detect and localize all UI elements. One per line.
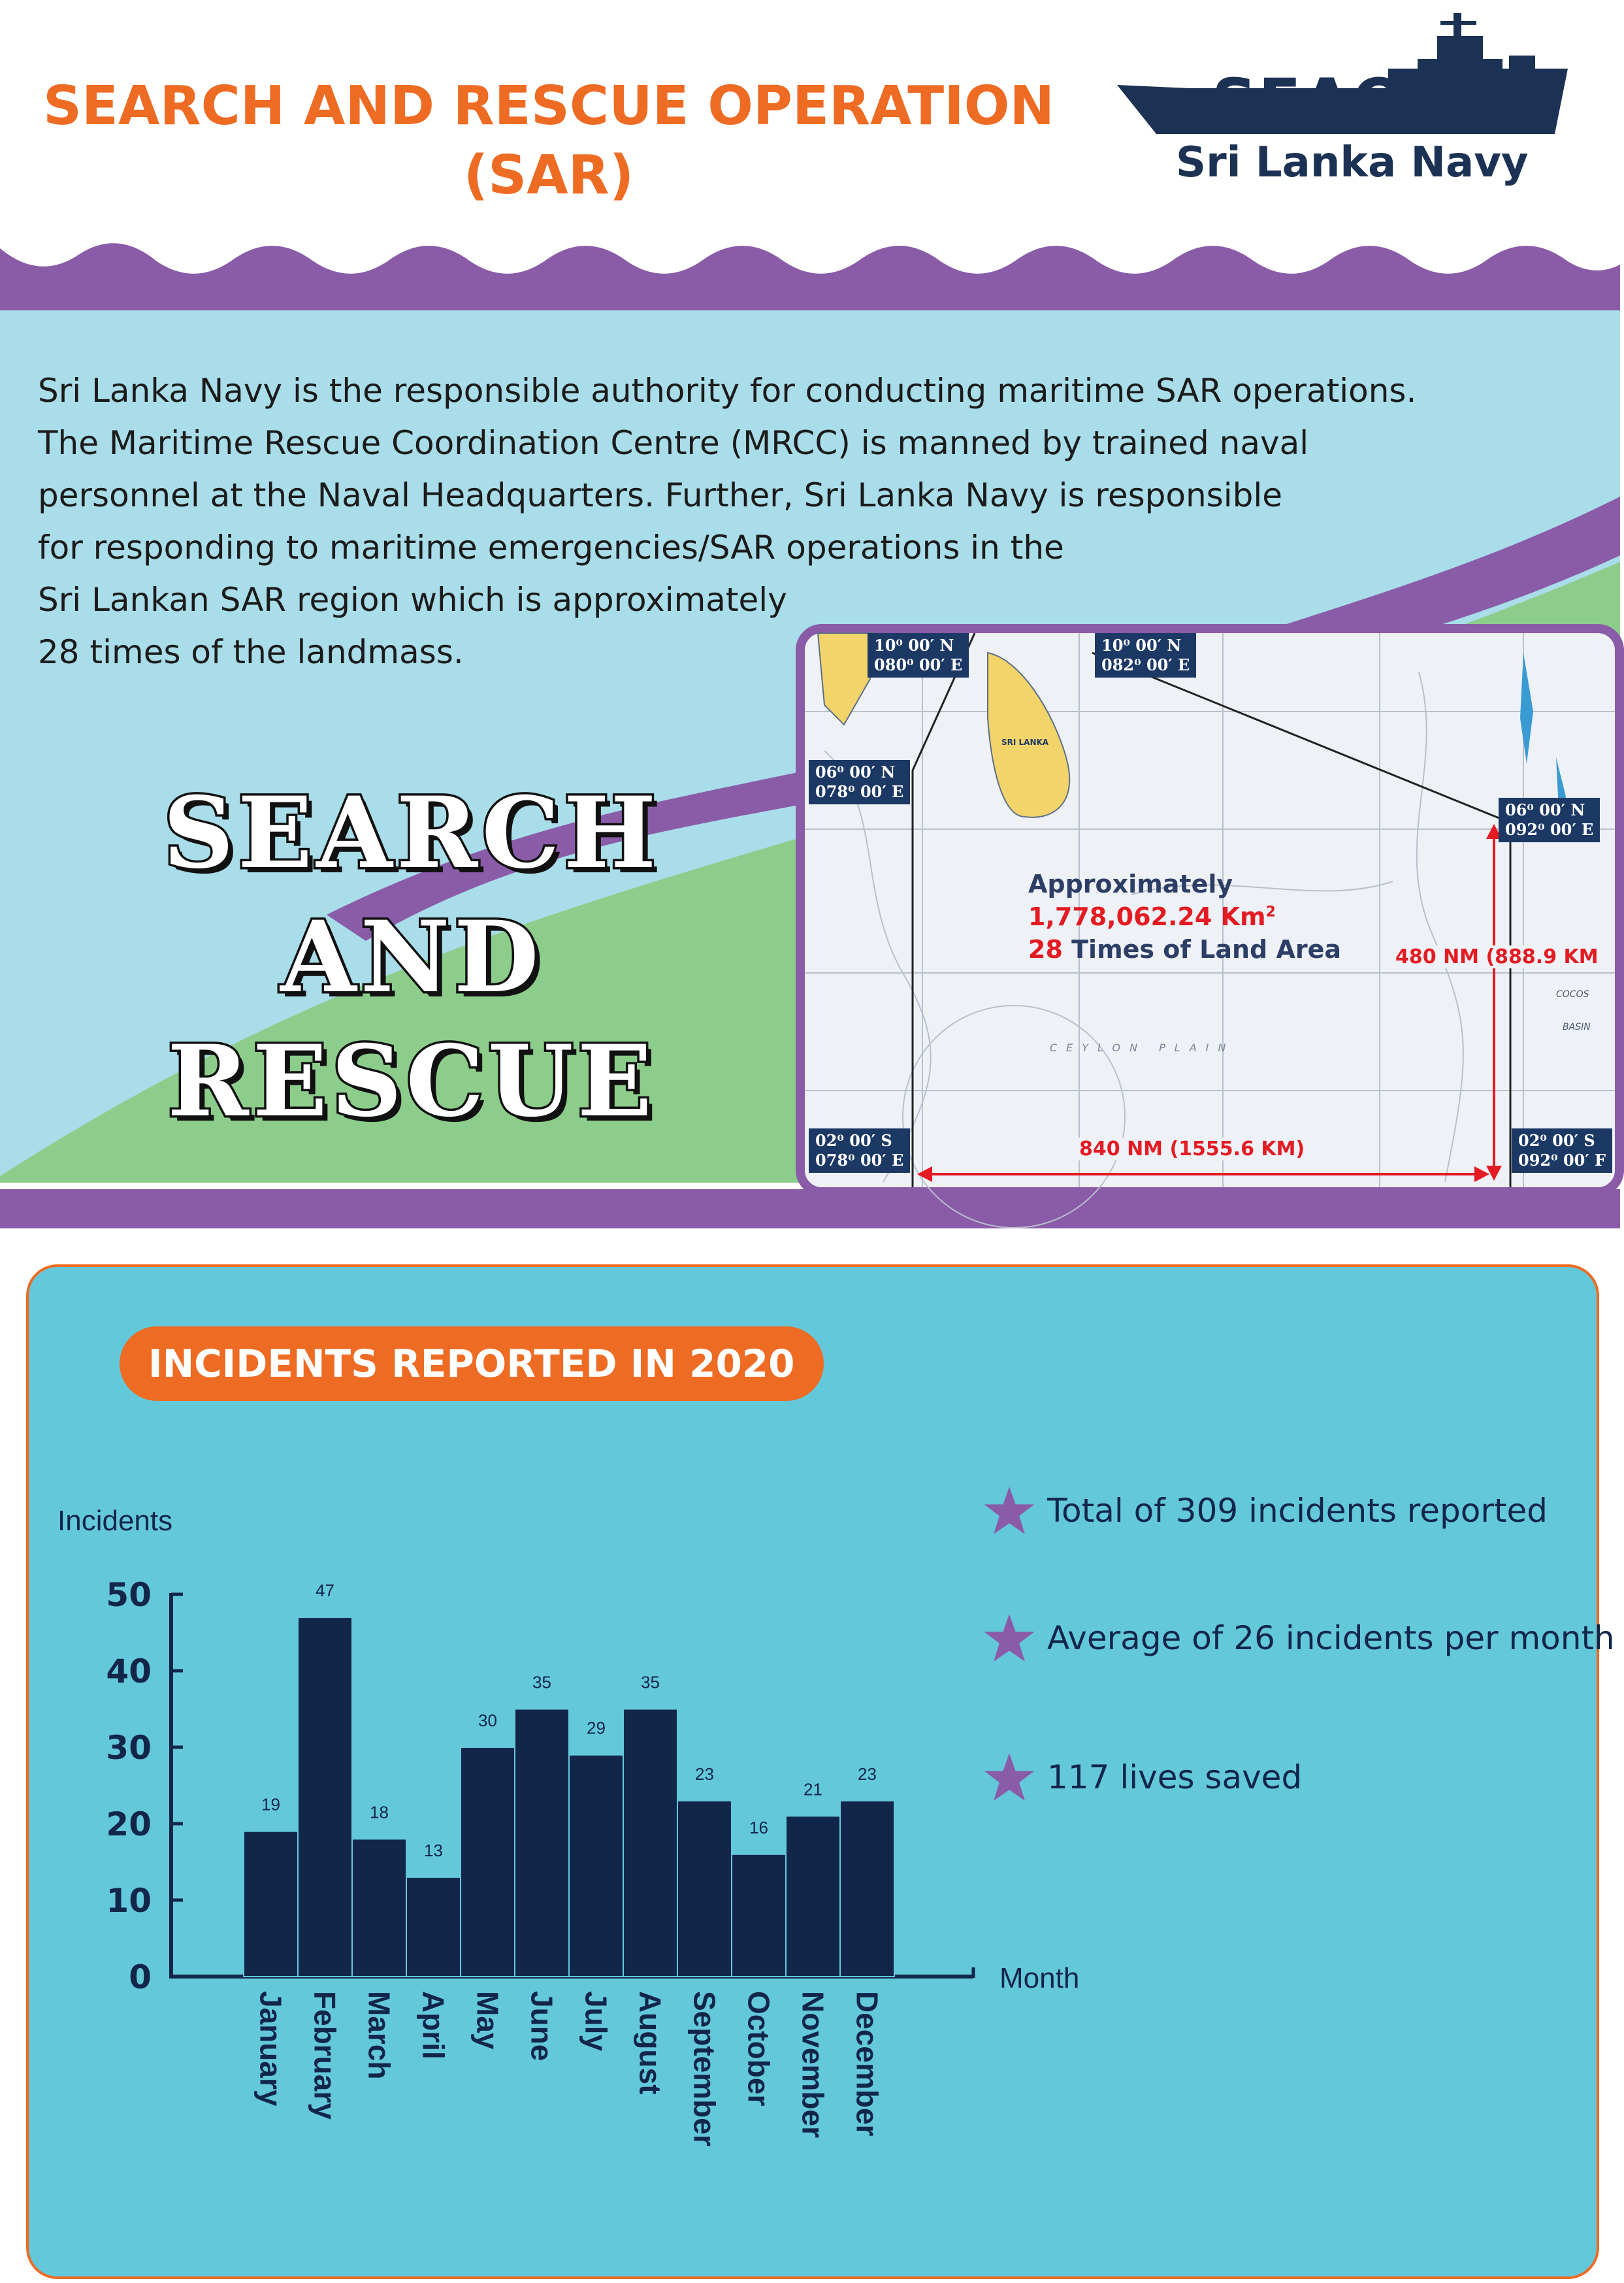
page-title-line1: SEARCH AND RESCUE OPERATION xyxy=(42,75,1055,137)
bar xyxy=(461,1747,515,1977)
bar xyxy=(298,1617,352,1977)
coord-box-se xyxy=(1512,1128,1612,1173)
logo-subtitle: Sri Lanka Navy xyxy=(1176,139,1529,187)
coord-box-nw xyxy=(868,633,969,678)
category-label: February xyxy=(308,1991,342,2120)
bar xyxy=(406,1877,461,1977)
category-label: September xyxy=(687,1991,722,2146)
bar xyxy=(732,1854,786,1977)
coord-label: 02⁰ 00′ S 078⁰ 00′ E xyxy=(815,1131,904,1170)
intro-line: for responding to maritime emergencies/SAR operations in the xyxy=(38,529,1064,567)
bar-value-label: 19 xyxy=(261,1794,280,1815)
star-icon xyxy=(983,1751,1035,1803)
coord-box-e xyxy=(1499,798,1600,842)
y-tick-label: 40 xyxy=(106,1652,152,1690)
banner-word: AND xyxy=(280,900,543,1015)
y-tick-label: 50 xyxy=(106,1576,152,1614)
intro-line: Sri Lanka Navy is the responsible authority for conducting maritime SAR operations. xyxy=(38,372,1417,410)
bar xyxy=(244,1831,298,1977)
coord-label: 10⁰ 00′ N 082⁰ 00′ E xyxy=(1101,636,1190,674)
category-label: May xyxy=(470,1991,505,2050)
bar xyxy=(786,1816,840,1977)
map-height-label: 480 NM (888.9 KM xyxy=(1393,945,1601,968)
bar-value-label: 35 xyxy=(532,1672,551,1692)
banner-word: SEARCH xyxy=(163,776,660,891)
bar-value-label: 35 xyxy=(641,1672,660,1692)
bar-value-label: 18 xyxy=(370,1802,389,1822)
coord-label: 02⁰ 00′ S 092⁰ 00′ F xyxy=(1518,1131,1606,1170)
intro-line: 28 times of the landmass. xyxy=(38,633,464,671)
map-times-text: Times of Land Area xyxy=(1062,935,1342,964)
coord-label: 10⁰ 00′ N 080⁰ 00′ E xyxy=(874,636,963,674)
bar xyxy=(623,1709,677,1977)
map-approx-label: Approximately xyxy=(1028,870,1233,898)
bar xyxy=(840,1801,894,1977)
search-and-rescue-banner xyxy=(111,771,712,1143)
bar xyxy=(352,1839,406,1977)
page-title-line2: (SAR) xyxy=(463,144,634,206)
category-label: October xyxy=(741,1991,776,2107)
coord-label: 06⁰ 00′ N 078⁰ 00′ E xyxy=(815,763,904,801)
bar xyxy=(569,1755,623,1977)
bar-value-label: 23 xyxy=(695,1764,714,1784)
coord-box-ne xyxy=(1095,633,1196,678)
map-width-label: 840 NM (1555.6 KM) xyxy=(1075,1138,1308,1160)
category-label: July xyxy=(579,1991,613,2052)
stat-bullet xyxy=(983,1748,1302,1807)
category-label: January xyxy=(253,1991,288,2107)
map-times-num: 28 xyxy=(1028,935,1063,964)
category-label: November xyxy=(796,1991,830,2138)
map-times-label xyxy=(1028,935,1341,964)
coord-box-sw xyxy=(809,1128,910,1173)
bar-value-label: 13 xyxy=(424,1840,443,1860)
bar-value-label: 29 xyxy=(587,1718,606,1738)
y-tick-label: 10 xyxy=(106,1882,152,1920)
coord-label: 06⁰ 00′ N 092⁰ 00′ E xyxy=(1505,800,1594,839)
map-cocos-label: COCOS xyxy=(1556,989,1589,1000)
bar-value-label: 47 xyxy=(316,1581,334,1601)
map-ceylon-label: CEYLON PLAIN xyxy=(1050,1042,1235,1054)
map-basin-label: BASIN xyxy=(1563,1022,1591,1032)
stat-bullet xyxy=(983,1481,1548,1540)
panel-title-badge: INCIDENTS REPORTED IN 2020 xyxy=(120,1326,824,1401)
star-icon xyxy=(983,1485,1035,1537)
map-country-label: SRI LANKA xyxy=(1001,738,1049,747)
category-label: March xyxy=(362,1991,397,2080)
stat-text: Total of 309 incidents reported xyxy=(1047,1492,1548,1530)
map-area-sup: 2 xyxy=(1265,904,1276,921)
y-axis-label: Incidents xyxy=(57,1505,173,1537)
y-tick-label: 30 xyxy=(106,1729,152,1767)
banner-word: RESCUE xyxy=(167,1024,656,1139)
page-title xyxy=(26,72,1071,210)
stat-text: 117 lives saved xyxy=(1047,1758,1303,1796)
bar xyxy=(515,1709,569,1977)
category-label: April xyxy=(416,1991,451,2060)
y-tick-label: 0 xyxy=(129,1958,152,1996)
category-label: June xyxy=(525,1991,559,2061)
x-axis-label: Month xyxy=(999,1962,1080,1994)
stat-text: Average of 26 incidents per month xyxy=(1047,1619,1615,1657)
logo-wordmark: SEAOPS xyxy=(1212,65,1501,139)
bar xyxy=(677,1801,732,1977)
map-area-value: 1,778,062.24 Km xyxy=(1028,902,1266,931)
bar-value-label: 21 xyxy=(804,1779,822,1799)
category-label: December xyxy=(850,1991,885,2137)
category-label: August xyxy=(633,1991,668,2095)
sar-region-map xyxy=(796,624,1624,1196)
intro-line: personnel at the Naval Headquarters. Further, Sri Lanka Navy is responsible xyxy=(38,476,1283,514)
y-tick-label: 20 xyxy=(106,1805,152,1843)
coord-box-w xyxy=(809,760,910,804)
map-area-label xyxy=(1028,902,1276,931)
star-icon xyxy=(983,1612,1035,1664)
intro-line: The Maritime Rescue Coordination Centre (MRCC) is manned by trained naval xyxy=(38,424,1309,462)
bar-value-label: 30 xyxy=(478,1711,497,1730)
stat-bullet xyxy=(983,1609,1615,1667)
incidents-bar-chart xyxy=(0,1470,1080,2222)
intro-line: Sri Lankan SAR region which is approximately xyxy=(38,581,787,619)
bar-value-label: 23 xyxy=(858,1764,877,1784)
bar-value-label: 16 xyxy=(749,1817,768,1837)
